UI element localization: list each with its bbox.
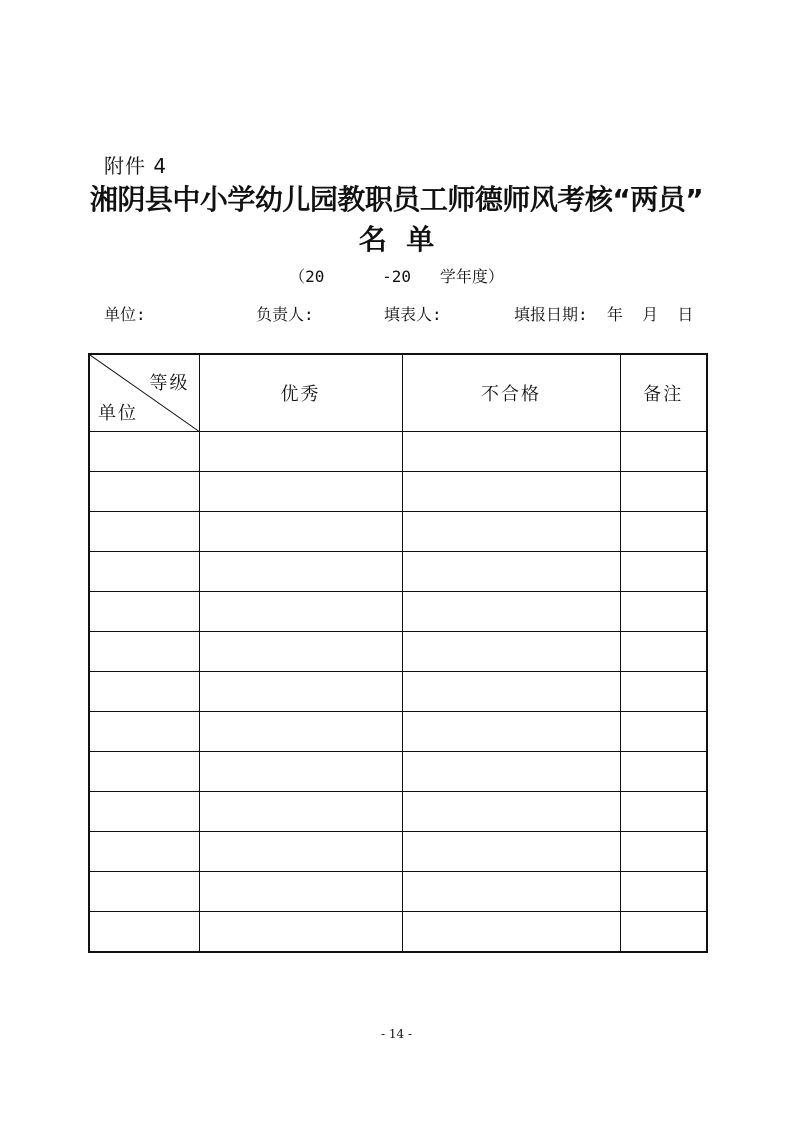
school-year: （20 -20 学年度） xyxy=(289,267,504,286)
table-row xyxy=(89,792,707,832)
excellent-cell[interactable] xyxy=(199,672,402,712)
excellent-cell[interactable] xyxy=(199,872,402,912)
filler-field-label: 填表人: xyxy=(384,305,442,324)
excellent-cell[interactable] xyxy=(199,592,402,632)
remarks-cell[interactable] xyxy=(620,912,707,953)
responsible-field-label: 负责人: xyxy=(256,305,314,324)
column-header-excellent: 优秀 xyxy=(199,354,402,432)
unqualified-cell[interactable] xyxy=(402,512,620,552)
table-row xyxy=(89,752,707,792)
remarks-cell[interactable] xyxy=(620,712,707,752)
unqualified-cell[interactable] xyxy=(402,872,620,912)
remarks-cell[interactable] xyxy=(620,752,707,792)
table-row xyxy=(89,672,707,712)
roster-table xyxy=(88,353,708,953)
table-row xyxy=(89,552,707,592)
column-header-unqualified: 不合格 xyxy=(402,354,620,432)
unit-cell[interactable] xyxy=(89,472,199,512)
excellent-cell[interactable] xyxy=(199,792,402,832)
document-title: 湘阴县中小学幼儿园教职员工师德师风考核“两员” xyxy=(89,183,704,216)
table-row xyxy=(89,912,707,953)
unqualified-cell[interactable] xyxy=(402,552,620,592)
unit-cell[interactable] xyxy=(89,872,199,912)
remarks-cell[interactable] xyxy=(620,512,707,552)
unit-cell[interactable] xyxy=(89,792,199,832)
table-row xyxy=(89,432,707,472)
excellent-cell[interactable] xyxy=(199,912,402,953)
unqualified-cell[interactable] xyxy=(402,912,620,953)
remarks-cell[interactable] xyxy=(620,792,707,832)
unit-cell[interactable] xyxy=(89,552,199,592)
excellent-cell[interactable] xyxy=(199,632,402,672)
unqualified-cell[interactable] xyxy=(402,752,620,792)
annex-label: 附件 4 xyxy=(104,154,168,178)
unit-field-label: 单位: xyxy=(104,305,146,324)
table-row xyxy=(89,632,707,672)
unit-cell[interactable] xyxy=(89,592,199,632)
unit-cell[interactable] xyxy=(89,632,199,672)
unqualified-cell[interactable] xyxy=(402,432,620,472)
unqualified-cell[interactable] xyxy=(402,792,620,832)
table-row xyxy=(89,472,707,512)
excellent-cell[interactable] xyxy=(199,552,402,592)
excellent-cell[interactable] xyxy=(199,472,402,512)
table-row xyxy=(89,592,707,632)
unit-cell[interactable] xyxy=(89,712,199,752)
table-header-row xyxy=(89,354,707,432)
report-date-field-label: 填报日期: 年 月 日 xyxy=(514,305,694,324)
unit-cell[interactable] xyxy=(89,752,199,792)
table-row xyxy=(89,832,707,872)
excellent-cell[interactable] xyxy=(199,832,402,872)
remarks-cell[interactable] xyxy=(620,432,707,472)
unit-cell[interactable] xyxy=(89,432,199,472)
unqualified-cell[interactable] xyxy=(402,672,620,712)
table-row xyxy=(89,512,707,552)
excellent-cell[interactable] xyxy=(199,432,402,472)
column-header-remarks: 备注 xyxy=(620,354,707,432)
remarks-cell[interactable] xyxy=(620,832,707,872)
remarks-cell[interactable] xyxy=(620,632,707,672)
remarks-cell[interactable] xyxy=(620,592,707,632)
unit-cell[interactable] xyxy=(89,672,199,712)
unit-cell[interactable] xyxy=(89,912,199,953)
unqualified-cell[interactable] xyxy=(402,472,620,512)
remarks-cell[interactable] xyxy=(620,872,707,912)
unit-cell[interactable] xyxy=(89,832,199,872)
unqualified-cell[interactable] xyxy=(402,592,620,632)
unqualified-cell[interactable] xyxy=(402,632,620,672)
corner-grade-label: 等级 xyxy=(149,373,190,394)
unqualified-cell[interactable] xyxy=(402,712,620,752)
page-number: - 14 - xyxy=(380,1027,412,1041)
remarks-cell[interactable] xyxy=(620,472,707,512)
remarks-cell[interactable] xyxy=(620,672,707,712)
unqualified-cell[interactable] xyxy=(402,832,620,872)
corner-unit-label: 单位 xyxy=(98,403,138,424)
unit-cell[interactable] xyxy=(89,512,199,552)
excellent-cell[interactable] xyxy=(199,512,402,552)
excellent-cell[interactable] xyxy=(199,752,402,792)
remarks-cell[interactable] xyxy=(620,552,707,592)
table-row xyxy=(89,712,707,752)
document-title-line2: 名 单 xyxy=(358,223,435,256)
header-corner-cell xyxy=(89,354,199,432)
table-row xyxy=(89,872,707,912)
excellent-cell[interactable] xyxy=(199,712,402,752)
